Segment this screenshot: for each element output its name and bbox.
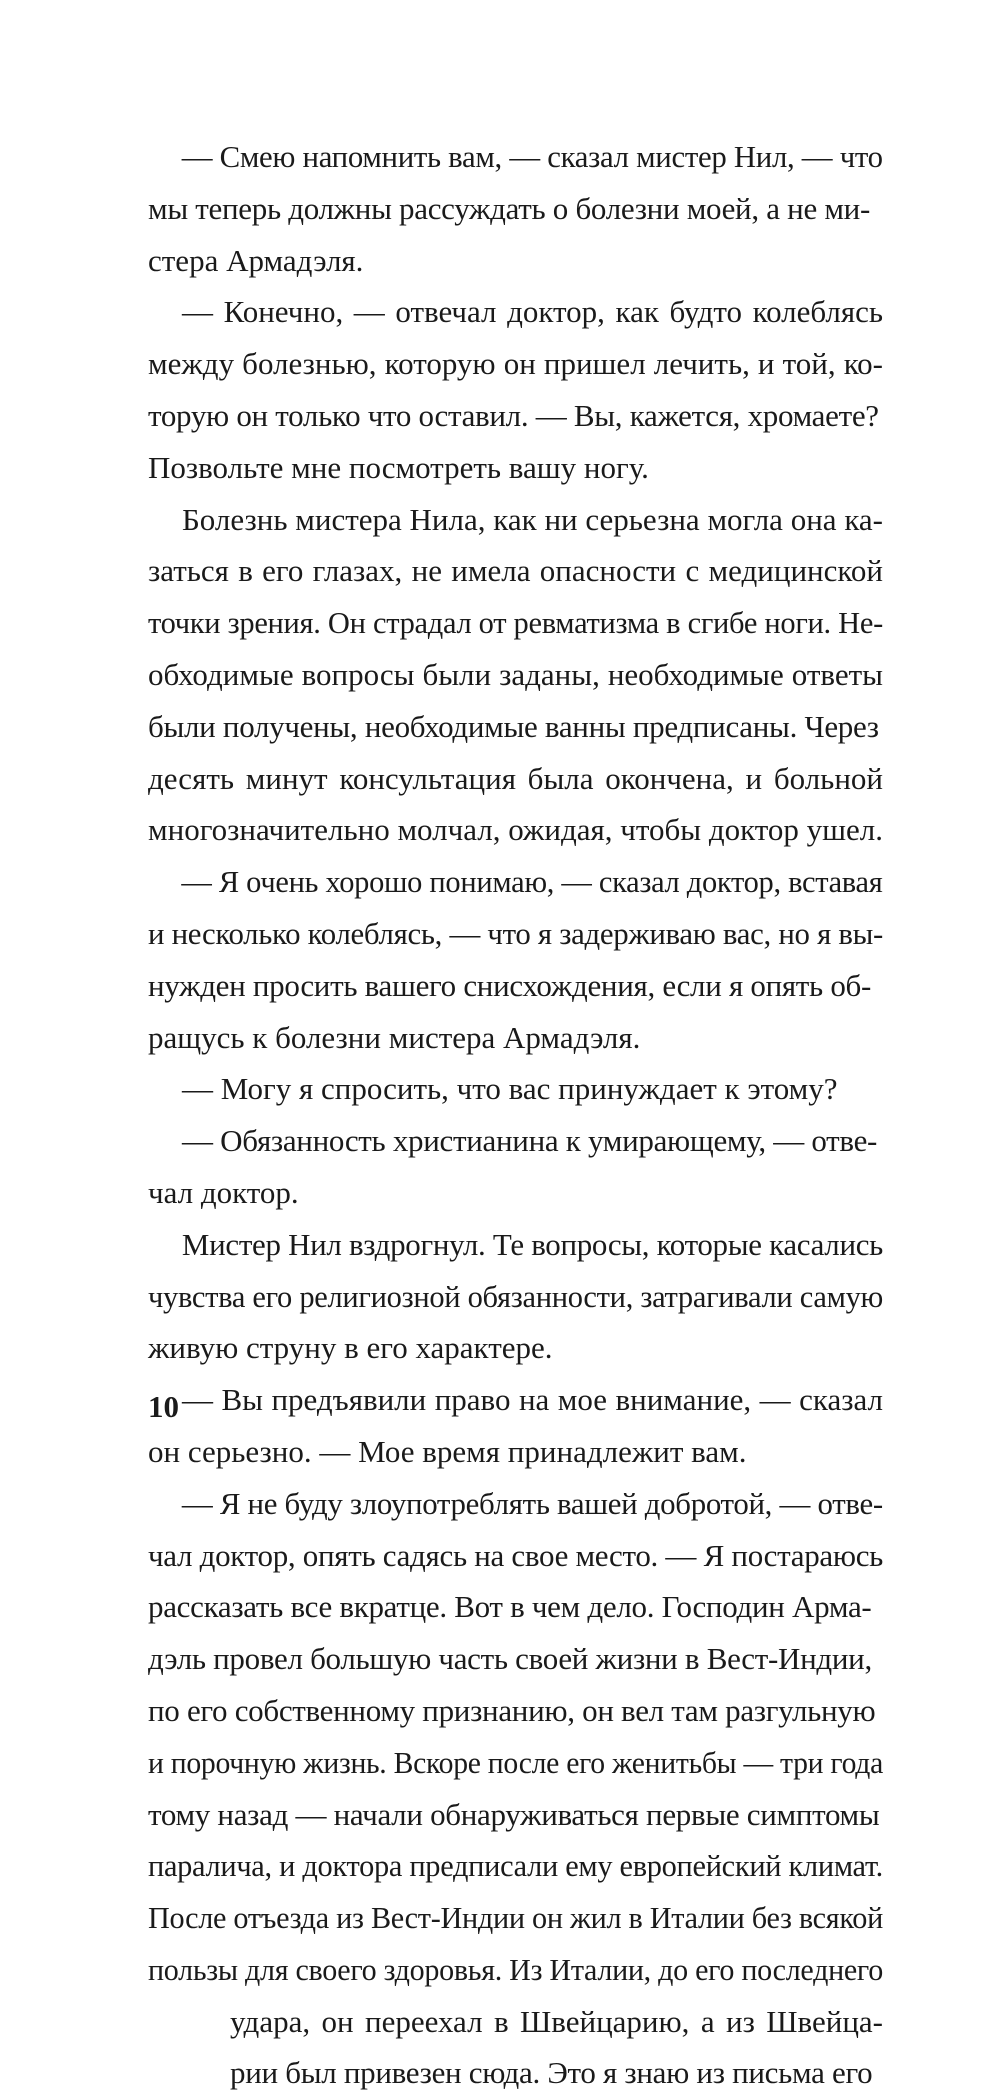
text-line-content: рии был привезен сюда. Это я знаю из письма его — [230, 2055, 873, 2091]
text-line-content: по его собственному признанию, он вел там разгульную — [148, 1692, 876, 1728]
text-line-content: он серьезно. — Мое время принадлежит вам. — [148, 1433, 747, 1469]
text-line — [148, 1737, 883, 1789]
text-line — [148, 1322, 883, 1374]
text-line-content: торую он только что оставил. — Вы, кажется, хромаете? — [148, 397, 879, 433]
text-line — [148, 183, 883, 235]
text-line — [148, 1685, 883, 1737]
text-line — [148, 2047, 883, 2099]
text-line-content: дэль провел большую часть своей жизни в Вест-Индии, — [148, 1641, 872, 1677]
text-line — [148, 1167, 883, 1219]
text-line — [148, 131, 883, 183]
text-line-content: обходимые вопросы были заданы, необходимые ответы — [148, 656, 883, 692]
text-line-content: мы теперь должны рассуждать о болезни моей, а не ми- — [148, 190, 870, 226]
text-line — [148, 1530, 883, 1582]
text-line-content: После отъезда из Вест-Индии он жил в Италии без всякой — [148, 1900, 883, 1936]
text-line — [148, 753, 883, 805]
text-line-content: нужден просить вашего снисхождения, если я опять об- — [148, 967, 872, 1003]
book-page-text — [148, 131, 883, 2099]
text-line-content: — Конечно, — отвечал доктор, как будто колеблясь — [182, 294, 884, 330]
text-line-content: рассказать все вкратце. Вот в чем дело. Господин Арма- — [148, 1589, 872, 1625]
text-line — [148, 235, 883, 287]
text-line — [148, 494, 883, 546]
text-line-content: — Я не буду злоупотреблять вашей добротой, — отве- — [181, 1485, 883, 1521]
text-line — [148, 1944, 883, 1996]
text-line — [148, 804, 883, 856]
text-line — [148, 1012, 883, 1064]
text-line-content: между болезнью, которую он пришел лечить, и той, ко- — [148, 346, 884, 382]
text-line — [148, 856, 883, 908]
text-line-content: живую струну в его характере. — [148, 1330, 553, 1366]
text-line-content: удара, он переехал в Швейцарию, а из Швейца- — [230, 2003, 884, 2039]
text-line-content: чал доктор. — [148, 1174, 299, 1210]
text-line — [148, 1789, 883, 1841]
text-line — [148, 908, 883, 960]
text-line-content: и несколько колеблясь, — что я задерживаю вас, но я вы- — [148, 915, 884, 951]
text-line-content: тому назад — начали обнаруживаться первые симптомы — [148, 1796, 880, 1832]
text-line-content: десять минут консультация была окончена, и больной — [148, 760, 884, 796]
text-line-content: чал доктор, опять садясь на свое место. — Я постараюсь — [148, 1537, 884, 1573]
text-line — [148, 1840, 883, 1892]
text-line — [148, 1115, 883, 1167]
text-line — [148, 1996, 883, 2048]
text-line-content: — Смею напомнить вам, — сказал мистер Нил, — что — [181, 139, 883, 174]
text-line — [148, 1219, 883, 1271]
text-line — [148, 1633, 883, 1685]
text-line-content: — Я очень хорошо понимаю, — сказал доктор, вставая — [181, 864, 883, 900]
text-line-content: были получены, необходимые ванны предписаны. Через — [148, 708, 879, 744]
text-line-content: — Обязанность христианина к умирающему, — отве- — [182, 1123, 878, 1159]
text-line-content: Мистер Нил вздрогнул. Те вопросы, которые касались — [181, 1226, 883, 1262]
text-line-content: Позвольте мне посмотреть вашу ногу. — [148, 449, 649, 485]
text-line — [148, 338, 883, 390]
text-line-content: стера Армадэля. — [148, 242, 364, 278]
text-line — [148, 701, 883, 753]
text-line — [148, 545, 883, 597]
text-line-content: паралича, и доктора предписали ему европейский климат. — [148, 1848, 883, 1884]
text-line-content: — Вы предъявили право на мое внимание, — сказал — [182, 1382, 883, 1418]
page-number: 10 — [148, 1389, 179, 1424]
text-line-content: точки зрения. Он страдал от ревматизма в сгибе ноги. Не- — [148, 605, 883, 641]
text-line — [148, 960, 883, 1012]
text-line-content: заться в его глазах, не имела опасности с медицинской — [148, 553, 883, 589]
text-line — [148, 1478, 883, 1530]
text-line-content: Болезнь мистера Нила, как ни серьезна могла она ка- — [182, 501, 883, 537]
text-line — [148, 286, 883, 338]
text-line — [148, 442, 883, 494]
text-line — [148, 390, 883, 442]
text-line-content: — Могу я спросить, что вас принуждает к этому? — [182, 1071, 838, 1107]
text-line-content: ращусь к болезни мистера Армадэля. — [148, 1019, 641, 1055]
text-line — [148, 1892, 883, 1944]
text-line-content: и порочную жизнь. Вскоре после его женитьбы — три года — [148, 1744, 884, 1780]
text-line — [148, 1374, 883, 1426]
text-line — [148, 597, 883, 649]
text-line — [148, 1426, 883, 1478]
text-line — [148, 1581, 883, 1633]
text-line — [148, 1271, 883, 1323]
text-line-content: многозначительно молчал, ожидая, чтобы доктор ушел. — [148, 812, 883, 848]
text-line-content: пользы для своего здоровья. Из Италии, до его последнего — [148, 1951, 883, 1987]
text-line-content: чувства его религиозной обязанности, затрагивали самую — [148, 1278, 883, 1314]
text-line — [148, 1063, 883, 1115]
text-line — [148, 649, 883, 701]
